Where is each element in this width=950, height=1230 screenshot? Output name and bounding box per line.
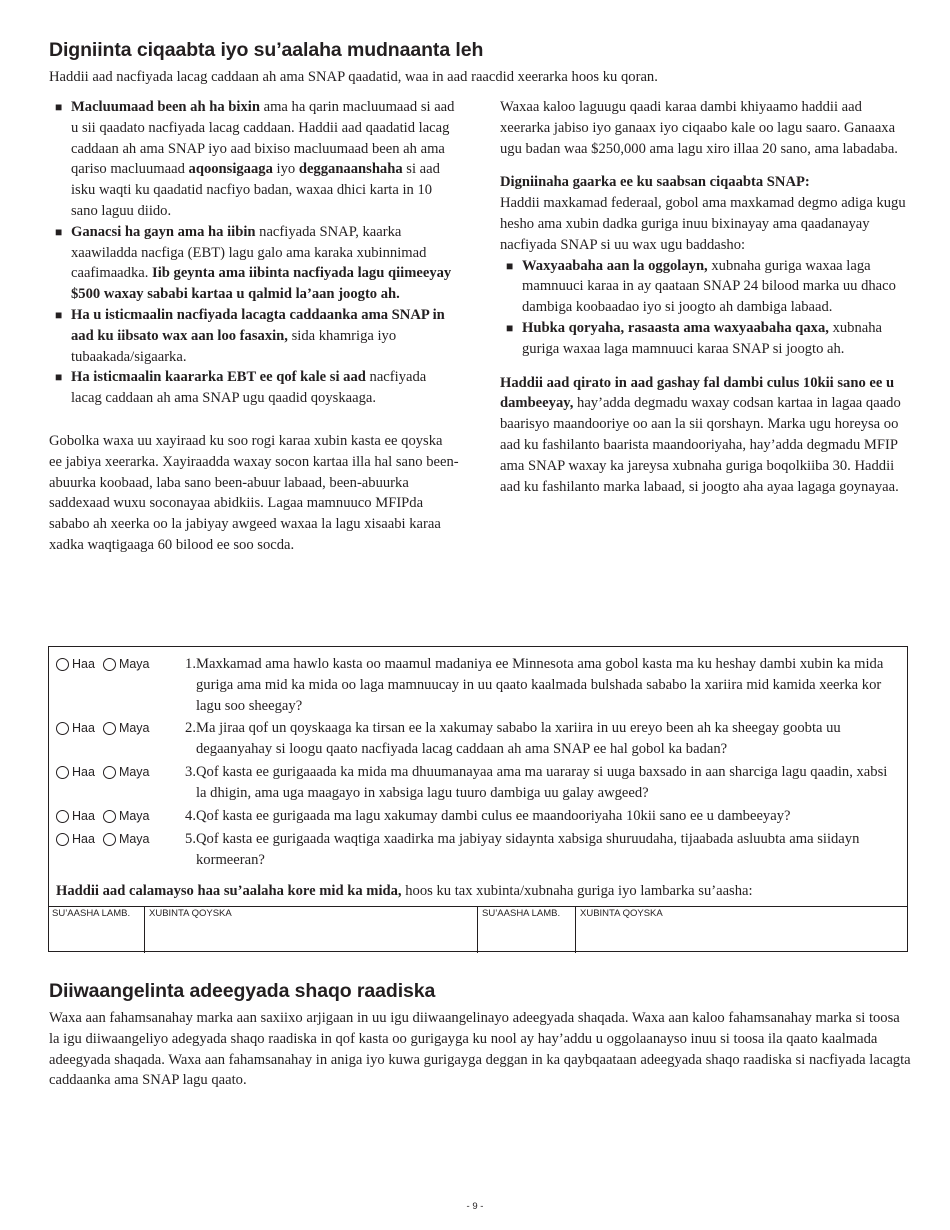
square-bullet-icon: ■ [55, 370, 63, 385]
list-instruction: Haddii aad calamayso haa su’aalaha kore mid ka mida, hoos ku tax xubinta/xubnaha guriga iyo lambarka su’aasha: [56, 883, 753, 899]
right-column [500, 97, 910, 497]
section-title-job-search: Diiwaangelinta adeegyada shaqo raadiska [49, 980, 436, 1002]
job-search-paragraph: Waxa aan fahamsanahay marka aan saxiixo arjigaan in uu igu diiwaangelinayo adeegyada shaqada. Waxa aan kaloo fahamsanahay marka si toosa la igu diiwaangeliyo adegyada shaqo raadiska in qof kasta oo gurigayga ku nool ay hay’addu u oggolaanayso inuu si toosa ila qaato kaalmada adeegyada shaqada. Waxa aan fahamsanahay in aniga iyo kuwa gurigayga deggan in ka qaybqaataan adeegyada shaqo raadiska si nacfiyada lacagta caddaanka ama SNAP lagu qaato. [49, 1010, 911, 1089]
question-row: Haa Maya 3. Qof kasta ee gurigaaada ka mida ma dhuumanayaa ama ma uararay si uuga baxsado in aan sharciga lagu qaadin, xabsi la dhigin, ama uga maagayo in xabsiga lagu tuuro dambiga uu galay awgeed? [56, 762, 901, 804]
no-radio[interactable] [103, 766, 116, 779]
snap-item: ■ Waxyaabaha aan la oggolayn, xubnaha guriga waxaa laga mamnuuci karaa in ay qaataan SNAP 24 bilood marka uu dhaco dambiga koobaadao iyo si joogto ah dambiga labaad. [506, 257, 896, 316]
yes-radio[interactable] [56, 658, 69, 671]
yes-radio[interactable] [56, 810, 69, 823]
question-number: 1. [185, 656, 196, 672]
rule-item: ■ Ha u isticmaalin nacfiyada lacagta caddaanka ama SNAP in aad ku iibsato wax aan loo fasaxin, sida khamriga iyo tubaakada/sigaarka. [55, 306, 445, 365]
question-number: 3. [185, 764, 196, 780]
section-title-penalty: Digniinta ciqaabta iyo su’aalaha mudnaanta leh [49, 39, 484, 61]
question-row: Haa Maya 1. Maxkamad ama hawlo kasta oo maamul madaniya ee Minnesota ama gobol kasta ma ku heshay dambi xubin ka mida guriga ama mid ka mida oo laga mamnuucay in uu qaato kaalmada bulshada sababo la xariira mid kamida xeerka kor lagu soo sheegay? [56, 654, 901, 716]
question-text: Maxkamad ama hawlo kasta oo maamul madaniya ee Minnesota ama gobol kasta ma ku heshay dambi xubin ka mida guriga ama mid ka mida oo laga mamnuucay in uu qaato kaalmada bulshada sababo la xariira mid kamida xeerka kor lagu soo sheegay? [196, 656, 884, 714]
no-radio[interactable] [103, 833, 116, 846]
intro-text: Haddii aad nacfiyada lacag caddaan ah ama SNAP qaadatid, waa in aad raacdid xeerarka hoos ku qoran. [49, 69, 658, 85]
question-number-cell[interactable]: SU’AASHA LAMB. [48, 907, 145, 953]
question-text: Ma jiraa qof un qoyskaaga ka tirsan ee la xakumay sababo la xariira in uu ereyo been ah ka sheegay goobta uu degaanyahay si loogu qaato nacfiyada lacag caddaan ah ama SNAP ee hal gobol ka badan? [196, 720, 841, 757]
question-number: 4. [185, 808, 196, 824]
question-number: 2. [185, 720, 196, 736]
square-bullet-icon: ■ [506, 258, 514, 273]
household-member-cell[interactable]: XUBINTA QOYSKA [145, 907, 478, 953]
no-radio[interactable] [103, 722, 116, 735]
fine-paragraph: Waxaa kaloo laguugu qaadi karaa dambi khiyaamo haddii aad xeerarka jabiso iyo ganaax iyo ciqaabo kale oo lagu saaro. Ganaaxa ugu badan waa $250,000 ama lagu xiro illaa 20 sano, ama labadaba. [500, 99, 898, 157]
household-member-cell[interactable]: XUBINTA QOYSKA [580, 908, 663, 919]
square-bullet-icon: ■ [55, 100, 63, 114]
question-text: Qof kasta ee gurigaada ma lagu xakumay dambi culus ee maandooriyaha 10kii sano ee u dambeeyay? [196, 808, 791, 824]
snap-list [500, 256, 910, 360]
question-text: Qof kasta ee gurigaaada ka mida ma dhuumanayaa ama ma uararay si uuga baxsado in aan sharciga lagu qaadin, xabsi la dhigin, ama uga maagayo in xabsiga lagu tuuro dambiga uu galay awgeed? [196, 764, 888, 801]
member-question-table [48, 906, 908, 953]
rule-item: ■ Ganacsi ha gayn ama ha iibin nacfiyada SNAP, kaarka xaawiladda nacfiga (EBT) lagu galo ama karaka xubinnimad caafimaadka. Iib geynta ama iibinta nacfiyada lagu qiimeeyay $500 waxay sababi kartaa u qalmid la’aan joogto ah. [55, 223, 452, 303]
question-row: Haa Maya 2. Ma jiraa qof un qoyskaaga ka tirsan ee la xakumay sababo la xariira in uu ereyo been ah ka sheegay goobta uu degaanyahay si loogu qaato nacfiyada lacag caddaan ah ama SNAP ee hal gobol ka badan? [56, 718, 901, 760]
rule-item: ■ Ha isticmaalin kaararka EBT ee qof kale si aad nacfiyada lacag caddaan ah ama SNAP ugu qaadid qoyskaaga. [55, 369, 427, 407]
question-text: Qof kasta ee gurigaada waqtiga xaadirka ma jabiyay sidaynta xabsiga shuruudaha, tijaabada asluubta ama siidayn kormeeran? [196, 831, 860, 868]
snap-item: ■ Hubka qoryaha, rasaasta ama waxyaabaha qaxa, xubnaha guriga waxaa laga mamnuuci karaa SNAP si joogto ah. [506, 319, 883, 357]
yes-radio[interactable] [56, 766, 69, 779]
yes-radio[interactable] [56, 722, 69, 735]
no-radio[interactable] [103, 658, 116, 671]
no-radio[interactable] [103, 810, 116, 823]
yes-radio[interactable] [56, 833, 69, 846]
square-bullet-icon: ■ [506, 320, 514, 335]
question-row: Haa Maya 4. Qof kasta ee gurigaada ma lagu xakumay dambi culus ee maandooriyaha 10kii sano ee u dambeeyay? [56, 806, 901, 827]
restriction-paragraph: Gobolka waxa uu xayiraad ku soo rogi karaa xubin kasta ee qoyska ee jabiya xeerarka. Xayiraadda waxay socon kartaa illa hal sano been-abuurka koobaad, laba sano been-abuur labaad, been-abuurka saddexaad wuxu soconayaa abidkiis. Lagaa mamnuuco MFIPda sababo ah xeerka oo la jabiyay awgeed waxaa la lagu xisaabi karaa xadka waqtigaaga 60 bilood ee soo socda. [49, 432, 459, 553]
snap-heading: Digniinaha gaarka ee ku saabsan ciqaabta SNAP: [500, 174, 810, 191]
rules-list [49, 97, 459, 409]
question-number-cell[interactable]: SU’AASHA LAMB. [478, 907, 576, 953]
square-bullet-icon: ■ [55, 224, 63, 239]
rule-item: ■ Macluumaad been ah ha bixin ama ha qarin macluumaad si aad u sii qaadato nacfiyada lacag caddaan. Haddii aad qaadatid lacag caddaan ah ama SNAP iyo aad bixiso macluumaad been ah ama qariso macluumaad aqoonsigaaga iyo degganaanshaha si aad isku waqti ku qaadatid nacfiyo badan, waxaa dhici karta in 10 sano laguu diido. [55, 99, 455, 219]
square-bullet-icon: ■ [55, 307, 63, 322]
drug-test-paragraph: Haddii aad qirato in aad gashay fal dambi culus 10kii sano ee u dambeeyay, hay’adda degmadu waxay codsan kartaa in lagaa qaado baarisyo maandooriye oo aan la sii qorshayn. Marka ugu horeysa oo aad ku fashilanto baarista maandooriyaha, hay’adda degmadu MFIP ama SNAP waxay ka jareysa xubnaha guriga boqolkiiba 30. Haddii aad ku fashilanto marka labaad, si joogto aha ayaa lagaga goynayaa. [500, 374, 901, 495]
questions-box [48, 646, 908, 952]
left-column [49, 97, 459, 556]
question-number: 5. [185, 831, 196, 847]
snap-text: Haddii maxkamad federaal, gobol ama maxkamad degmo adiga kugu hesho ama xubin dadka guriga inuu bixinayay ama qaadanayay nacfiyada SNAP si uu wax ugu baddasho: [500, 195, 906, 253]
question-row: Haa Maya 5. Qof kasta ee gurigaada waqtiga xaadirka ma jabiyay sidaynta xabsiga shuruudaha, tijaabada asluubta ama siidayn kormeeran? [56, 829, 901, 871]
page-number: - 9 - [466, 1201, 484, 1212]
